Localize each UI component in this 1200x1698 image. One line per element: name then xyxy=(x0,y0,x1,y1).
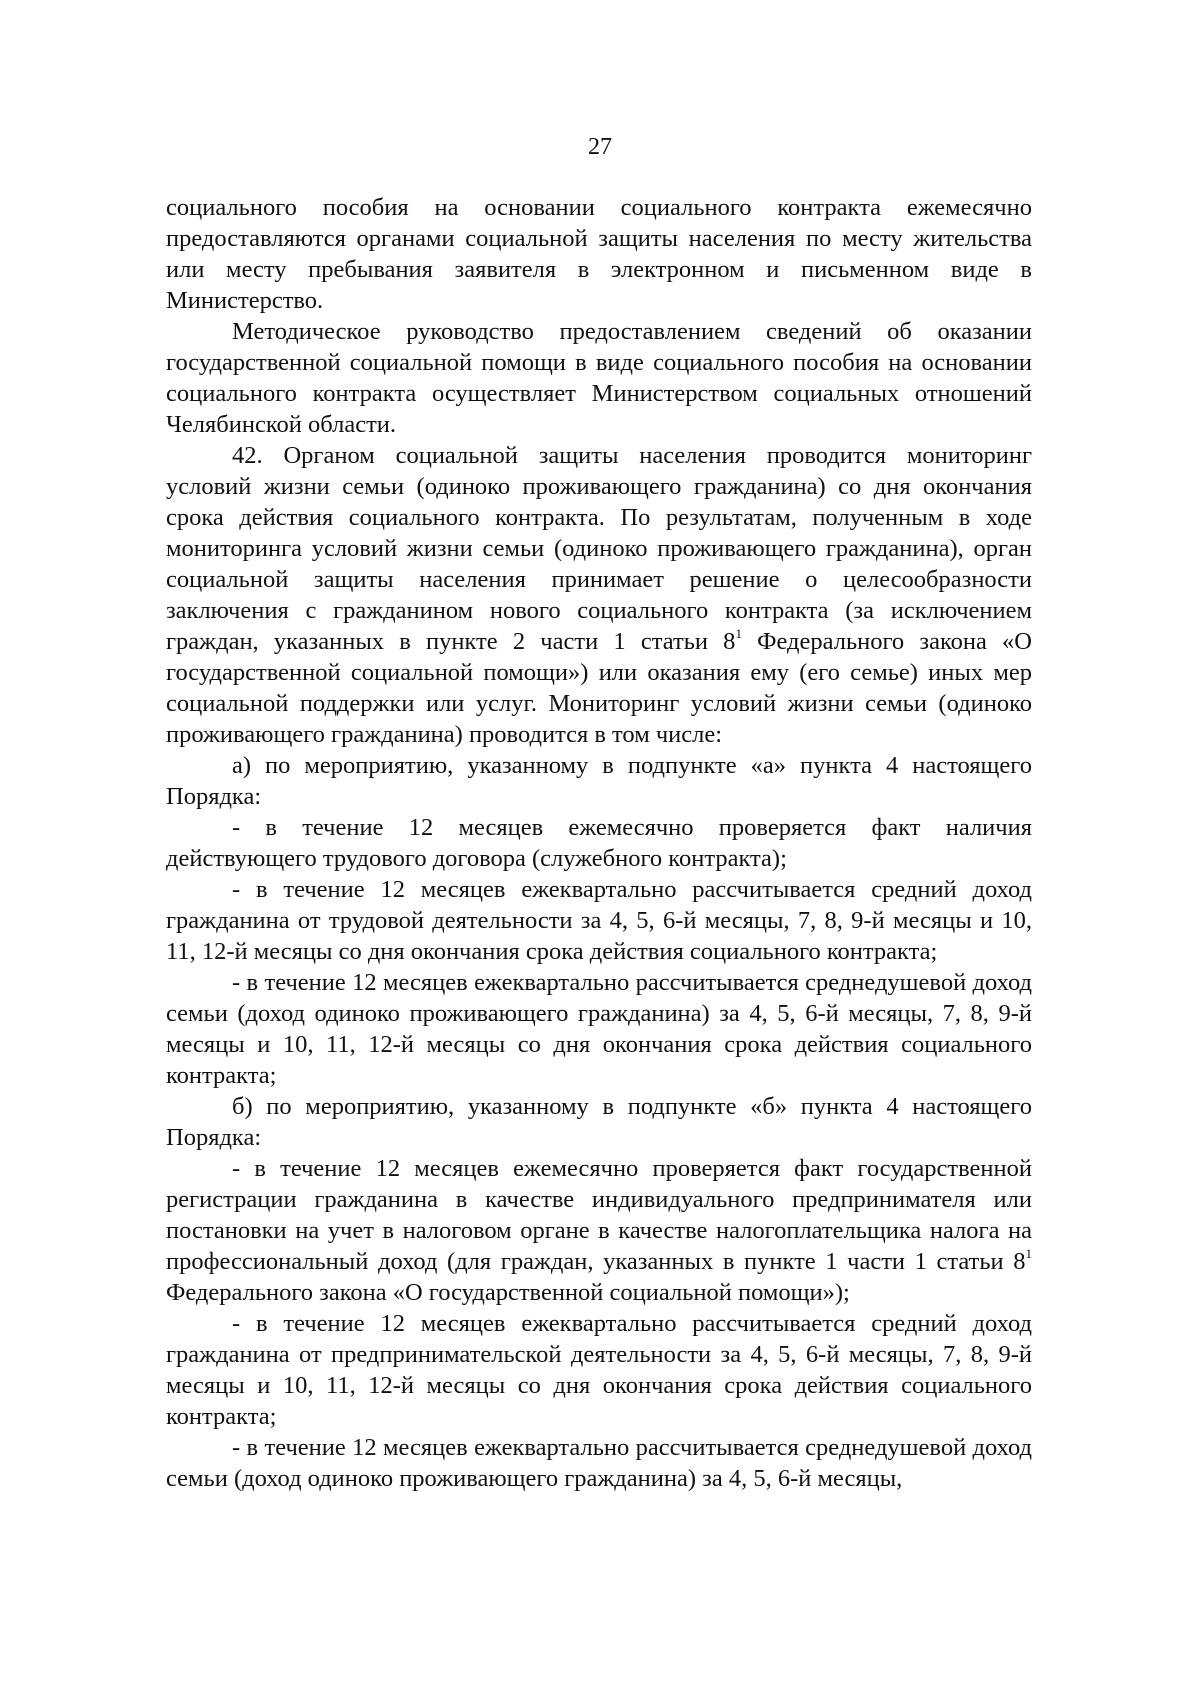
paragraph-42-text-start: 42. Органом социальной защиты населения проводится мониторинг условий жизни семьи (одиноко проживающего гражданина) со дня окончания срока действия социального контракта. По результатам, полученным в ходе мониторинга условий жизни семьи (одиноко проживающего гражданина), орган социальной защиты населения принимает решение о целесообразности заключения с гражданином нового социального контракта (за исключением граждан, указанных в пункте 2 части 1 статьи 8 xyxy=(166,442,1032,655)
article-superscript: 1 xyxy=(1025,1246,1032,1261)
subparagraph-b-heading: б) по мероприятию, указанному в подпункте «б» пункта 4 настоящего Порядка: xyxy=(166,1093,1032,1151)
paragraph-42 xyxy=(166,440,1032,750)
list-item: - в течение 12 месяцев ежемесячно проверяется факт наличия действующего трудового договора (служебного контракта); xyxy=(166,814,1032,872)
subparagraph-a-heading: а) по мероприятию, указанному в подпункте «а» пункта 4 настоящего Порядка: xyxy=(166,752,1032,810)
paragraph-2: Методическое руководство предоставлением сведений об оказании государственной социальной помощи в виде социального пособия на основании социального контракта осуществляет Министерством социальных отношений Челябинской области. xyxy=(166,318,1032,438)
document-body xyxy=(166,192,1032,1494)
list-item: - в течение 12 месяцев ежеквартально рассчитывается средний доход гражданина от трудовой деятельности за 4, 5, 6-й месяцы, 7, 8, 9-й месяцы и 10, 11, 12-й месяцы со дня окончания срока действия социального контракта; xyxy=(166,876,1032,965)
paragraph-42-text-end: Федерального закона «О государственной социальной помощи») или оказания ему (его семье) иных мер социальной поддержки или услуг. Мониторинг условий жизни семьи (одиноко проживающего гражданина) проводится в том числе: xyxy=(166,628,1032,748)
list-item-text-start: - в течение 12 месяцев ежемесячно проверяется факт государственной регистрации гражданина в качестве индивидуального предпринимателя или постановки на учет в налоговом органе в качестве налогоплательщика налога на профессиональный доход (для граждан, указанных в пункте 1 части 1 статьи 8 xyxy=(166,1155,1032,1275)
list-item xyxy=(166,1153,1032,1308)
list-item: - в течение 12 месяцев ежеквартально рассчитывается среднедушевой доход семьи (доход одиноко проживающего гражданина) за 4, 5, 6-й месяцы, xyxy=(166,1434,1032,1492)
list-item-text-end: Федерального закона «О государственной социальной помощи»); xyxy=(166,1279,850,1306)
paragraph-1: социального пособия на основании социального контракта ежемесячно предоставляются органами социальной защиты населения по месту жительства или месту пребывания заявителя в электронном и письменном виде в Министерство. xyxy=(166,194,1032,314)
article-superscript: 1 xyxy=(735,626,742,641)
list-item: - в течение 12 месяцев ежеквартально рассчитывается среднедушевой доход семьи (доход одиноко проживающего гражданина) за 4, 5, 6-й месяцы, 7, 8, 9-й месяцы и 10, 11, 12-й месяцы со дня окончания срока действия социального контракта; xyxy=(166,969,1032,1089)
page-number: 27 xyxy=(588,134,612,160)
list-item: - в течение 12 месяцев ежеквартально рассчитывается средний доход гражданина от предпринимательской деятельности за 4, 5, 6-й месяцы, 7, 8, 9-й месяцы и 10, 11, 12-й месяцы со дня окончания срока действия социального контракта; xyxy=(166,1310,1032,1430)
